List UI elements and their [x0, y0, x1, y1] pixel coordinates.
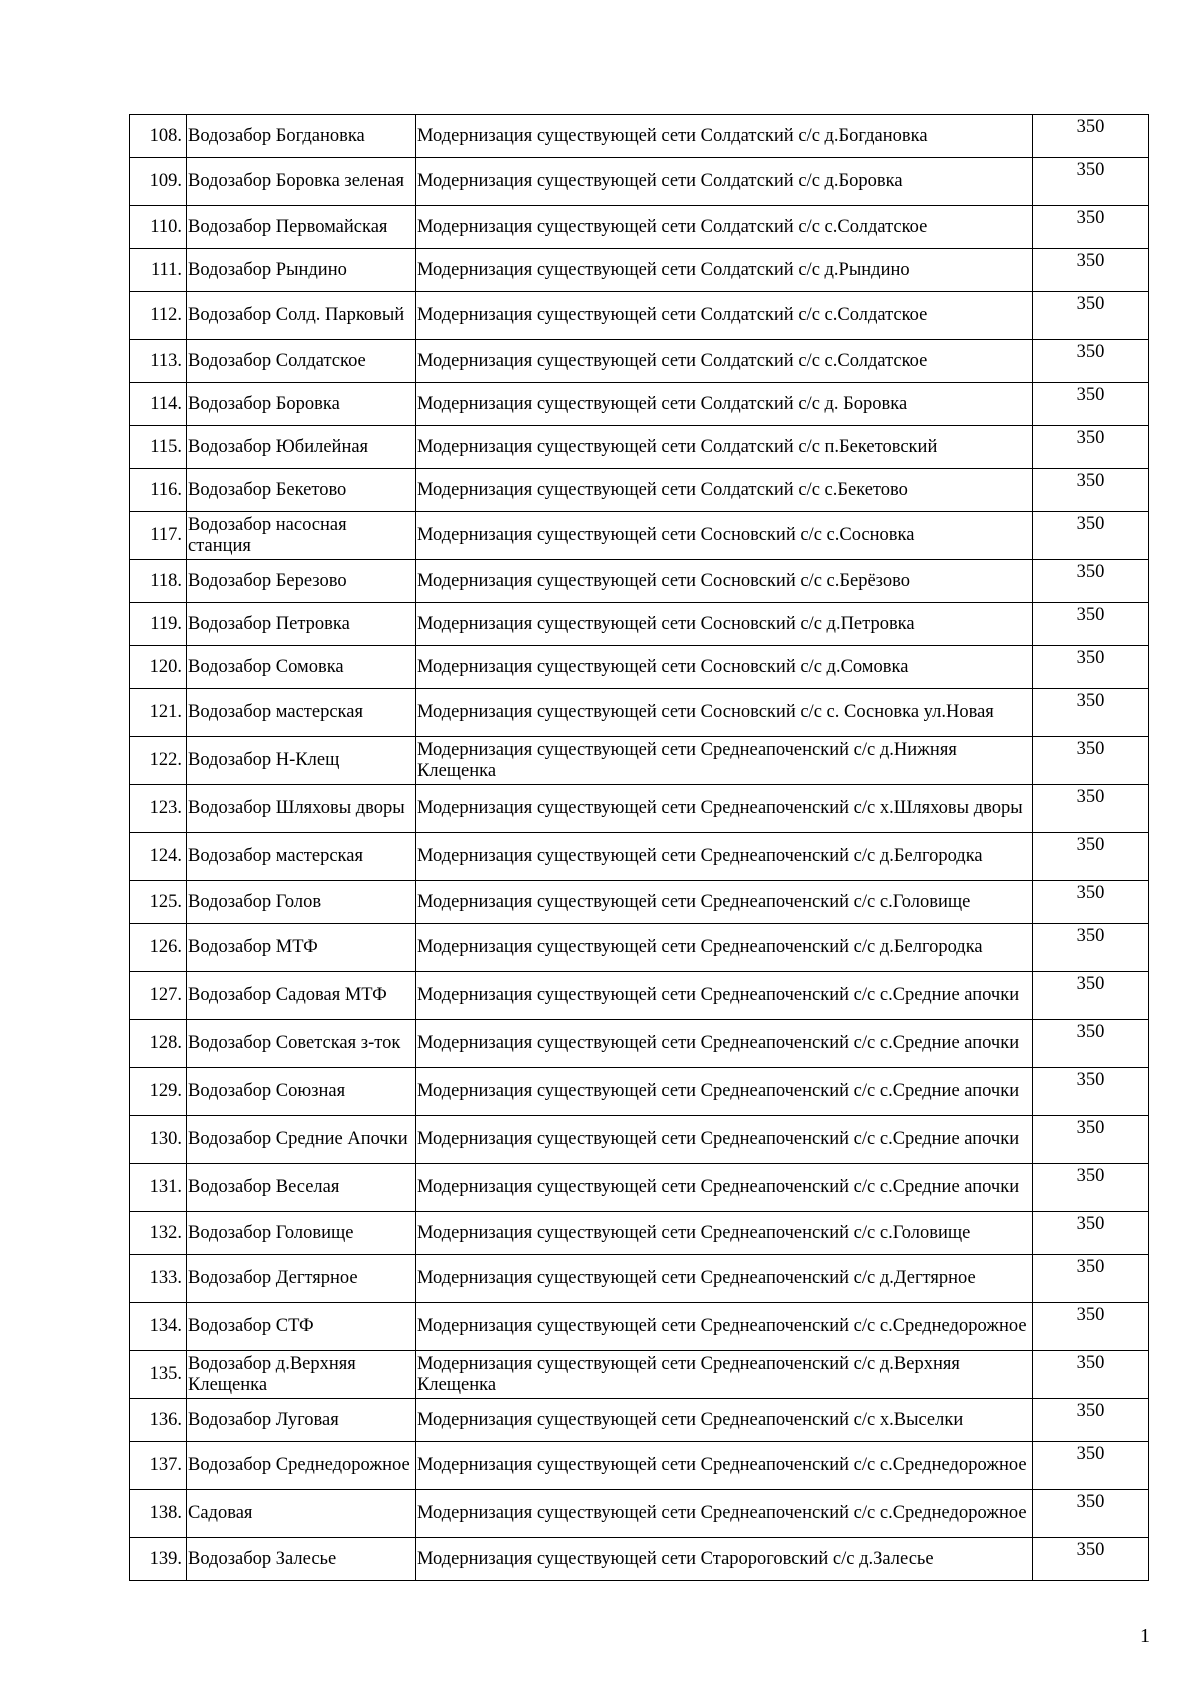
projects-table [129, 114, 1149, 1581]
work-description: Модернизация существующей сети Сосновский с/с с.Сосновка [416, 512, 1033, 560]
row-number: 110. [130, 206, 187, 249]
row-number: 135. [130, 1351, 187, 1399]
work-description: Модернизация существующей сети Солдатский с/с д.Богдановка [416, 115, 1033, 158]
row-number: 126. [130, 924, 187, 972]
facility-name: Водозабор Юбилейная [187, 426, 416, 469]
amount-value: 350 [1033, 383, 1149, 426]
work-description: Модернизация существующей сети Солдатский с/с с.Бекетово [416, 469, 1033, 512]
amount-value: 350 [1033, 1490, 1149, 1538]
row-number: 111. [130, 249, 187, 292]
work-description: Модернизация существующей сети Солдатский с/с д.Боровка [416, 158, 1033, 206]
amount-value: 350 [1033, 1255, 1149, 1303]
row-number: 124. [130, 833, 187, 881]
amount-value: 350 [1033, 249, 1149, 292]
table-row [130, 1303, 1149, 1351]
work-description: Модернизация существующей сети Старороговский с/с д.Залесье [416, 1538, 1033, 1581]
facility-name: Водозабор Голов [187, 881, 416, 924]
work-description: Модернизация существующей сети Среднеапоченский с/с с.Среднедорожное [416, 1490, 1033, 1538]
facility-name: Водозабор д.Верхняя Клещенка [187, 1351, 416, 1399]
row-number: 112. [130, 292, 187, 340]
table-row [130, 881, 1149, 924]
facility-name: Водозабор Сомовка [187, 646, 416, 689]
row-number: 115. [130, 426, 187, 469]
amount-value: 350 [1033, 560, 1149, 603]
facility-name: Водозабор Петровка [187, 603, 416, 646]
work-description: Модернизация существующей сети Среднеапоченский с/с с.Средние апочки [416, 972, 1033, 1020]
facility-name: Водозабор Шляховы дворы [187, 785, 416, 833]
work-description: Модернизация существующей сети Среднеапоченский с/с с.Головище [416, 881, 1033, 924]
amount-value: 350 [1033, 1116, 1149, 1164]
facility-name: Водозабор Бекетово [187, 469, 416, 512]
amount-value: 350 [1033, 1303, 1149, 1351]
work-description: Модернизация существующей сети Солдатский с/с с.Солдатское [416, 340, 1033, 383]
facility-name: Водозабор Н-Клещ [187, 737, 416, 785]
table-row [130, 158, 1149, 206]
work-description: Модернизация существующей сети Среднеапоченский с/с с.Среднедорожное [416, 1303, 1033, 1351]
work-description: Модернизация существующей сети Среднеапоченский с/с с.Среднедорожное [416, 1442, 1033, 1490]
amount-value: 350 [1033, 737, 1149, 785]
table-row [130, 1442, 1149, 1490]
table-row [130, 689, 1149, 737]
facility-name: Водозабор Боровка [187, 383, 416, 426]
facility-name: Водозабор Луговая [187, 1399, 416, 1442]
row-number: 121. [130, 689, 187, 737]
table-row [130, 115, 1149, 158]
row-number: 131. [130, 1164, 187, 1212]
facility-name: Водозабор Союзная [187, 1068, 416, 1116]
work-description: Модернизация существующей сети Среднеапоченский с/с х.Выселки [416, 1399, 1033, 1442]
amount-value: 350 [1033, 646, 1149, 689]
table-row [130, 1020, 1149, 1068]
row-number: 130. [130, 1116, 187, 1164]
facility-name: Водозабор Березово [187, 560, 416, 603]
amount-value: 350 [1033, 881, 1149, 924]
facility-name: Водозабор Рындино [187, 249, 416, 292]
row-number: 108. [130, 115, 187, 158]
amount-value: 350 [1033, 1351, 1149, 1399]
table-row [130, 1351, 1149, 1399]
facility-name: Водозабор Советская з-ток [187, 1020, 416, 1068]
amount-value: 350 [1033, 1164, 1149, 1212]
work-description: Модернизация существующей сети Сосновский с/с с.Берёзово [416, 560, 1033, 603]
amount-value: 350 [1033, 689, 1149, 737]
table-row [130, 972, 1149, 1020]
row-number: 123. [130, 785, 187, 833]
facility-name: Водозабор Боровка зеленая [187, 158, 416, 206]
table-row [130, 249, 1149, 292]
row-number: 136. [130, 1399, 187, 1442]
table-row [130, 292, 1149, 340]
row-number: 114. [130, 383, 187, 426]
table-row [130, 340, 1149, 383]
amount-value: 350 [1033, 972, 1149, 1020]
amount-value: 350 [1033, 292, 1149, 340]
table-row [130, 512, 1149, 560]
work-description: Модернизация существующей сети Сосновский с/с д.Сомовка [416, 646, 1033, 689]
facility-name: Водозабор Средние Апочки [187, 1116, 416, 1164]
amount-value: 350 [1033, 924, 1149, 972]
amount-value: 350 [1033, 1212, 1149, 1255]
amount-value: 350 [1033, 1399, 1149, 1442]
page-number: 1 [1140, 1625, 1150, 1647]
row-number: 133. [130, 1255, 187, 1303]
amount-value: 350 [1033, 833, 1149, 881]
table-row [130, 1212, 1149, 1255]
table-row [130, 1116, 1149, 1164]
row-number: 129. [130, 1068, 187, 1116]
table-row [130, 646, 1149, 689]
amount-value: 350 [1033, 469, 1149, 512]
table-row [130, 924, 1149, 972]
work-description: Модернизация существующей сети Среднеапоченский с/с д.Дегтярное [416, 1255, 1033, 1303]
amount-value: 350 [1033, 115, 1149, 158]
row-number: 118. [130, 560, 187, 603]
work-description: Модернизация существующей сети Среднеапоченский с/с с.Головище [416, 1212, 1033, 1255]
table-row [130, 383, 1149, 426]
row-number: 137. [130, 1442, 187, 1490]
work-description: Модернизация существующей сети Сосновский с/с с. Сосновка ул.Новая [416, 689, 1033, 737]
row-number: 122. [130, 737, 187, 785]
table-row [130, 603, 1149, 646]
row-number: 138. [130, 1490, 187, 1538]
table-row [130, 1164, 1149, 1212]
table-row [130, 785, 1149, 833]
work-description: Модернизация существующей сети Солдатский с/с д.Рындино [416, 249, 1033, 292]
facility-name: Водозабор МТФ [187, 924, 416, 972]
work-description: Модернизация существующей сети Среднеапоченский с/с с.Средние апочки [416, 1068, 1033, 1116]
work-description: Модернизация существующей сети Сосновский с/с д.Петровка [416, 603, 1033, 646]
facility-name: Водозабор Первомайская [187, 206, 416, 249]
row-number: 117. [130, 512, 187, 560]
work-description: Модернизация существующей сети Среднеапоченский с/с д.Нижняя Клещенка [416, 737, 1033, 785]
row-number: 125. [130, 881, 187, 924]
facility-name: Водозабор Веселая [187, 1164, 416, 1212]
facility-name: Водозабор мастерская [187, 833, 416, 881]
amount-value: 350 [1033, 426, 1149, 469]
row-number: 113. [130, 340, 187, 383]
work-description: Модернизация существующей сети Среднеапоченский с/с с.Средние апочки [416, 1116, 1033, 1164]
facility-name: Водозабор СТФ [187, 1303, 416, 1351]
facility-name: Водозабор Среднедорожное [187, 1442, 416, 1490]
row-number: 116. [130, 469, 187, 512]
row-number: 132. [130, 1212, 187, 1255]
facility-name: Садовая [187, 1490, 416, 1538]
table-row [130, 426, 1149, 469]
projects-table-body [130, 115, 1149, 1581]
table-row [130, 469, 1149, 512]
work-description: Модернизация существующей сети Среднеапоченский с/с д.Белгородка [416, 833, 1033, 881]
row-number: 134. [130, 1303, 187, 1351]
amount-value: 350 [1033, 1538, 1149, 1581]
facility-name: Водозабор насосная станция [187, 512, 416, 560]
work-description: Модернизация существующей сети Солдатский с/с д. Боровка [416, 383, 1033, 426]
facility-name: Водозабор мастерская [187, 689, 416, 737]
amount-value: 350 [1033, 158, 1149, 206]
facility-name: Водозабор Дегтярное [187, 1255, 416, 1303]
table-row [130, 737, 1149, 785]
row-number: 109. [130, 158, 187, 206]
table-row [130, 833, 1149, 881]
work-description: Модернизация существующей сети Среднеапоченский с/с д.Белгородка [416, 924, 1033, 972]
row-number: 120. [130, 646, 187, 689]
facility-name: Водозабор Солд. Парковый [187, 292, 416, 340]
row-number: 128. [130, 1020, 187, 1068]
table-row [130, 1490, 1149, 1538]
table-row [130, 1399, 1149, 1442]
table-row [130, 560, 1149, 603]
table-row [130, 1538, 1149, 1581]
row-number: 139. [130, 1538, 187, 1581]
amount-value: 350 [1033, 340, 1149, 383]
table-row [130, 206, 1149, 249]
amount-value: 350 [1033, 512, 1149, 560]
row-number: 119. [130, 603, 187, 646]
facility-name: Водозабор Залесье [187, 1538, 416, 1581]
facility-name: Водозабор Богдановка [187, 115, 416, 158]
work-description: Модернизация существующей сети Среднеапоченский с/с д.Верхняя Клещенка [416, 1351, 1033, 1399]
facility-name: Водозабор Солдатское [187, 340, 416, 383]
table-row [130, 1255, 1149, 1303]
amount-value: 350 [1033, 1068, 1149, 1116]
work-description: Модернизация существующей сети Среднеапоченский с/с х.Шляховы дворы [416, 785, 1033, 833]
work-description: Модернизация существующей сети Солдатский с/с п.Бекетовский [416, 426, 1033, 469]
work-description: Модернизация существующей сети Солдатский с/с с.Солдатское [416, 292, 1033, 340]
amount-value: 350 [1033, 1442, 1149, 1490]
work-description: Модернизация существующей сети Среднеапоченский с/с с.Средние апочки [416, 1164, 1033, 1212]
row-number: 127. [130, 972, 187, 1020]
work-description: Модернизация существующей сети Солдатский с/с с.Солдатское [416, 206, 1033, 249]
work-description: Модернизация существующей сети Среднеапоченский с/с с.Средние апочки [416, 1020, 1033, 1068]
amount-value: 350 [1033, 785, 1149, 833]
amount-value: 350 [1033, 1020, 1149, 1068]
facility-name: Водозабор Садовая МТФ [187, 972, 416, 1020]
amount-value: 350 [1033, 206, 1149, 249]
facility-name: Водозабор Головище [187, 1212, 416, 1255]
table-row [130, 1068, 1149, 1116]
amount-value: 350 [1033, 603, 1149, 646]
